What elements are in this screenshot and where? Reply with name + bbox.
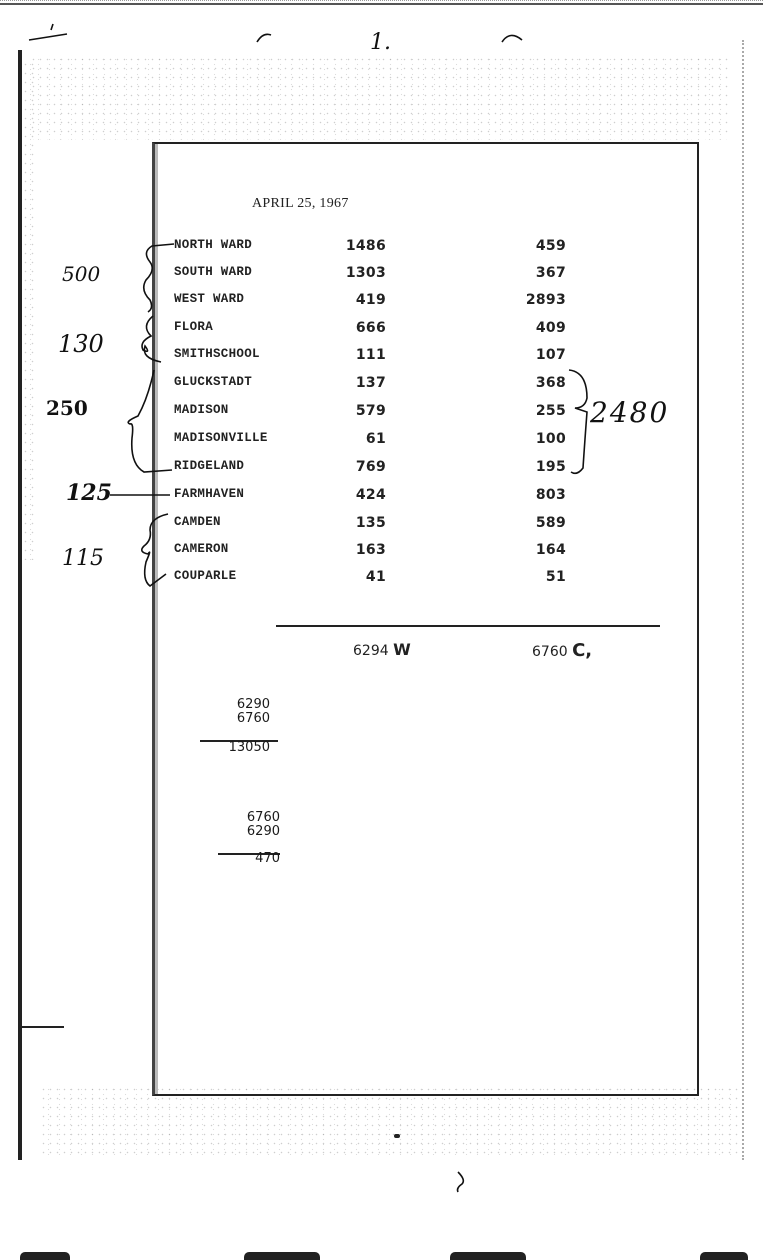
table-row [0,542,763,562]
w-count: 579 [355,403,386,419]
table-row [0,375,763,395]
punch-hole-right [500,32,526,44]
document-date: APRIL 25, 1967 [252,196,349,211]
precinct-name: CAMERON [174,542,229,556]
margin-note-130: 130 [58,330,104,358]
c-count: 2893 [525,292,566,308]
c-count: 195 [535,459,566,475]
page-number-mark: 1. [370,30,391,55]
c-count: 107 [535,347,566,363]
c-count: 459 [535,238,566,254]
total-w-value: 6294 [353,643,389,659]
w-count: 41 [365,569,386,585]
table-row [0,292,763,312]
margin-note-250: 250 [46,396,88,420]
precinct-name: MADISONVILLE [174,431,268,445]
scan-noise-top [30,55,730,140]
precinct-name: RIDGELAND [174,459,245,473]
w-count: 61 [365,431,386,447]
table-row [0,265,763,285]
w-count: 163 [355,542,386,558]
precinct-name: NORTH WARD [174,238,253,252]
left-binding-line [18,50,22,1160]
table-row [0,459,763,479]
table-row [0,569,763,589]
film-tab-2 [244,1252,320,1260]
total-c [532,640,592,661]
calc-sum-result: 13050 [228,740,270,755]
precinct-name: CAMDEN [174,515,221,529]
margin-note-125: 125 [66,480,112,506]
total-c-value: 6760 [532,644,568,660]
w-count: 666 [355,320,386,336]
top-edge-dots [0,0,763,2]
bracket-group-5 [136,510,176,590]
precinct-name: MADISON [174,403,229,417]
c-count: 409 [535,320,566,336]
w-count: 135 [355,515,386,531]
total-w [353,640,411,659]
table-row [0,515,763,535]
calc-diff-result: 470 [255,851,280,866]
precinct-name: SOUTH WARD [174,265,253,279]
c-count: 100 [535,431,566,447]
total-w-label: W [393,640,411,659]
w-count: 1486 [345,238,386,254]
document-frame [152,142,699,1096]
precinct-name: FLORA [174,320,214,334]
bottom-dot [394,1134,400,1138]
table-row [0,320,763,340]
bracket-farmhaven-line [108,490,178,500]
bracket-group-3 [118,368,178,478]
total-c-label: C, [572,640,593,661]
film-tab-3 [450,1252,526,1260]
calc-diff-b: 6290 [246,824,280,839]
c-count: 368 [535,375,566,391]
table-row [0,431,763,451]
precinct-name: GLUCKSTADT [174,375,253,389]
bracket-group-1 [140,240,180,315]
w-count: 769 [355,459,386,475]
totals-rule [276,625,660,627]
w-count: 137 [355,375,386,391]
c-count: 51 [545,569,566,585]
table-row [0,347,763,367]
c-count: 164 [535,542,566,558]
c-count: 803 [535,487,566,503]
margin-note-115: 115 [62,546,104,571]
right-edge-line [742,40,745,1160]
punch-hole-left [255,32,275,44]
left-margin-tick [22,1026,64,1028]
margin-note-500: 500 [62,262,101,286]
w-count: 419 [355,292,386,308]
table-row [0,238,763,258]
c-count: 367 [535,265,566,281]
c-count: 589 [535,515,566,531]
w-count: 424 [355,487,386,503]
film-tab-1 [20,1252,70,1260]
bracket-group-2 [135,312,175,367]
w-count: 111 [355,347,386,363]
precinct-name: FARMHAVEN [174,487,245,501]
precinct-name: COUPARLE [174,569,237,583]
film-tab-4 [700,1252,748,1260]
top-edge-rule [0,3,763,5]
bottom-squiggle [452,1170,472,1195]
precinct-name: WEST WARD [174,292,245,306]
calc-sum-b: 6760 [236,711,270,726]
precinct-name: SMITHSCHOOL [174,347,260,361]
top-left-mark [25,20,75,45]
w-count: 1303 [345,265,386,281]
calc-sum-a: 6290 [236,697,270,712]
c-count: 255 [535,403,566,419]
calc-diff-a: 6760 [246,810,280,825]
right-note-2480: 2480 [590,396,670,429]
